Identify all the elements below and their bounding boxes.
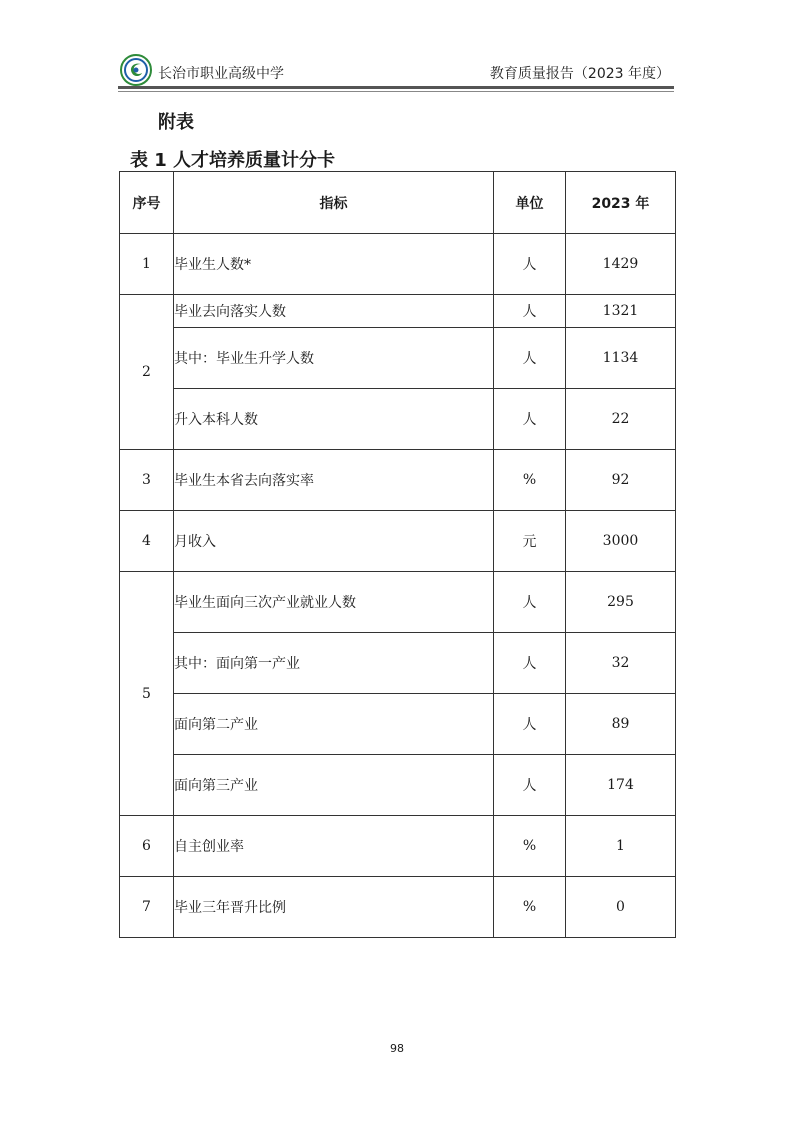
talent-quality-scorecard-table	[119, 171, 676, 938]
table-row	[120, 295, 676, 328]
table-row	[120, 389, 676, 450]
col-header-seq: 序号	[120, 172, 174, 234]
row-unit: 人	[494, 328, 566, 389]
row-value: 22	[566, 389, 676, 450]
table-row	[120, 877, 676, 938]
row-value: 1	[566, 816, 676, 877]
table-row	[120, 633, 676, 694]
school-name: 长治市职业高级中学	[158, 66, 284, 82]
row-indicator: 毕业去向落实人数	[174, 295, 494, 328]
row-indicator: 其中：面向第一产业	[174, 633, 494, 694]
row-unit: 人	[494, 755, 566, 816]
row-indicator: 面向第三产业	[174, 755, 494, 816]
row-value: 1429	[566, 234, 676, 295]
row-unit: 人	[494, 295, 566, 328]
row-seq: 2	[120, 295, 174, 450]
row-value: 32	[566, 633, 676, 694]
table-row	[120, 328, 676, 389]
table-caption: 表 1 人才培养质量计分卡	[130, 150, 336, 171]
school-logo-icon	[120, 54, 152, 86]
appendix-title: 附表	[158, 112, 194, 133]
table-row	[120, 234, 676, 295]
row-indicator: 毕业生人数*	[174, 234, 494, 295]
col-header-unit: 单位	[494, 172, 566, 234]
row-indicator: 其中：毕业生升学人数	[174, 328, 494, 389]
row-indicator: 面向第二产业	[174, 694, 494, 755]
row-value: 1134	[566, 328, 676, 389]
table-row	[120, 755, 676, 816]
row-unit: %	[494, 450, 566, 511]
row-unit: 人	[494, 234, 566, 295]
row-unit: %	[494, 877, 566, 938]
row-unit: 人	[494, 389, 566, 450]
row-indicator: 毕业三年晋升比例	[174, 877, 494, 938]
table-row	[120, 511, 676, 572]
table-row	[120, 816, 676, 877]
row-unit: %	[494, 816, 566, 877]
row-seq: 6	[120, 816, 174, 877]
row-value: 295	[566, 572, 676, 633]
row-indicator: 升入本科人数	[174, 389, 494, 450]
row-unit: 元	[494, 511, 566, 572]
page-number: 98	[390, 1042, 404, 1055]
table-row	[120, 572, 676, 633]
table-row	[120, 694, 676, 755]
col-header-indicator: 指标	[174, 172, 494, 234]
row-unit: 人	[494, 633, 566, 694]
row-seq: 1	[120, 234, 174, 295]
row-unit: 人	[494, 572, 566, 633]
row-value: 1321	[566, 295, 676, 328]
row-value: 174	[566, 755, 676, 816]
row-value: 3000	[566, 511, 676, 572]
row-seq: 4	[120, 511, 174, 572]
row-indicator: 毕业生本省去向落实率	[174, 450, 494, 511]
col-header-year: 2023 年	[566, 172, 676, 234]
row-seq: 3	[120, 450, 174, 511]
row-seq: 7	[120, 877, 174, 938]
row-indicator: 自主创业率	[174, 816, 494, 877]
table-row	[120, 450, 676, 511]
row-unit: 人	[494, 694, 566, 755]
row-value: 89	[566, 694, 676, 755]
header-rule-thin	[118, 91, 674, 92]
table-header-row	[120, 172, 676, 234]
report-title: 教育质量报告（2023 年度）	[489, 66, 670, 82]
row-indicator: 月收入	[174, 511, 494, 572]
row-indicator: 毕业生面向三次产业就业人数	[174, 572, 494, 633]
header-rule-thick	[118, 86, 674, 89]
page-header	[118, 52, 674, 88]
row-value: 0	[566, 877, 676, 938]
row-value: 92	[566, 450, 676, 511]
row-seq: 5	[120, 572, 174, 816]
